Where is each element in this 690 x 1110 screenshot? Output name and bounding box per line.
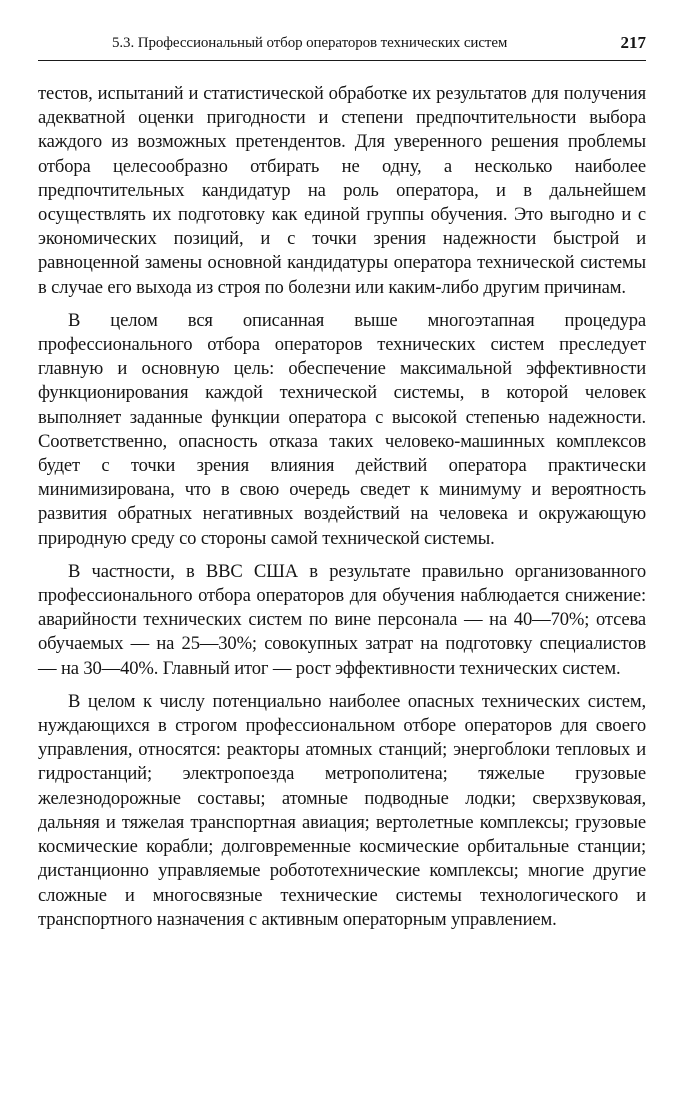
running-title: 5.3. Профессиональный отбор операторов технических систем	[112, 35, 508, 51]
page-body	[38, 82, 646, 932]
running-header	[38, 34, 646, 61]
paragraph-continuation: тестов, испытаний и статистической обработке их результатов для получения адекватной оценки пригодности и степени предпочтительности выбора каждого из возможных претендентов. Для уверенного решения проблемы отбора целесообразно отбирать не одну, а несколько наиболее предпочтительных кандидатур на роль оператора, и в дальнейшем осуществлять их подготовку как единой группы обучения. Это выгодно и с экономических позиций, и с точки зрения надежности быстрой и равноценной замены основной кандидатуры оператора технической системы в случае его выхода из строя по болезни или каким-либо другим причинам.	[38, 83, 646, 298]
paragraph-selection-goal: В целом вся описанная выше многоэтапная процедура профессионального отбора операторов технических систем преследует главную и основную цель: обеспечение максимальной эффективности функционирования каждой технической системы, в которой человек выполняет заданные функции оператора с высокой степенью надежности. Соответственно, опасность отказа таких человеко-машинных комплексов будет с точки зрения влияния действий оператора практически минимизирована, что в свою очередь сведет к минимуму и вероятность развития обратных негативных воздействий на человека и окружающую природную среду со стороны самой технической системы.	[38, 309, 646, 549]
paragraph-hazardous-systems: В целом к числу потенциально наиболее опасных технических систем, нуждающихся в строгом профессиональном отборе операторов для своего управления, относятся: реакторы атомных станций; энергоблоки тепловых и гидростанций; электропоезда метрополитена; тяжелые грузовые железнодорожные составы; атомные подводные лодки; сверхзвуковая, дальняя и тяжелая транспортная авиация; вертолетные комплексы; грузовые космические корабли; долговременные космические орбитальные станции; дистанционно управляемые робототехнические комплексы; многие другие сложные и многосвязные технические системы технологического и транспортного назначения с активным операторным управлением.	[38, 690, 646, 930]
page-number: 217	[620, 33, 646, 52]
paragraph-usaf-results: В частности, в ВВС США в результате правильно организованного профессионального отбора операторов для обучения наблюдается снижение: аварийности технических систем по вине персонала — на 40—70%; отсева обучаемых — на 25—30%; совокупных затрат на подготовку специалистов — на 30—40%. Главный итог — рост эффективности технических систем.	[38, 560, 646, 679]
